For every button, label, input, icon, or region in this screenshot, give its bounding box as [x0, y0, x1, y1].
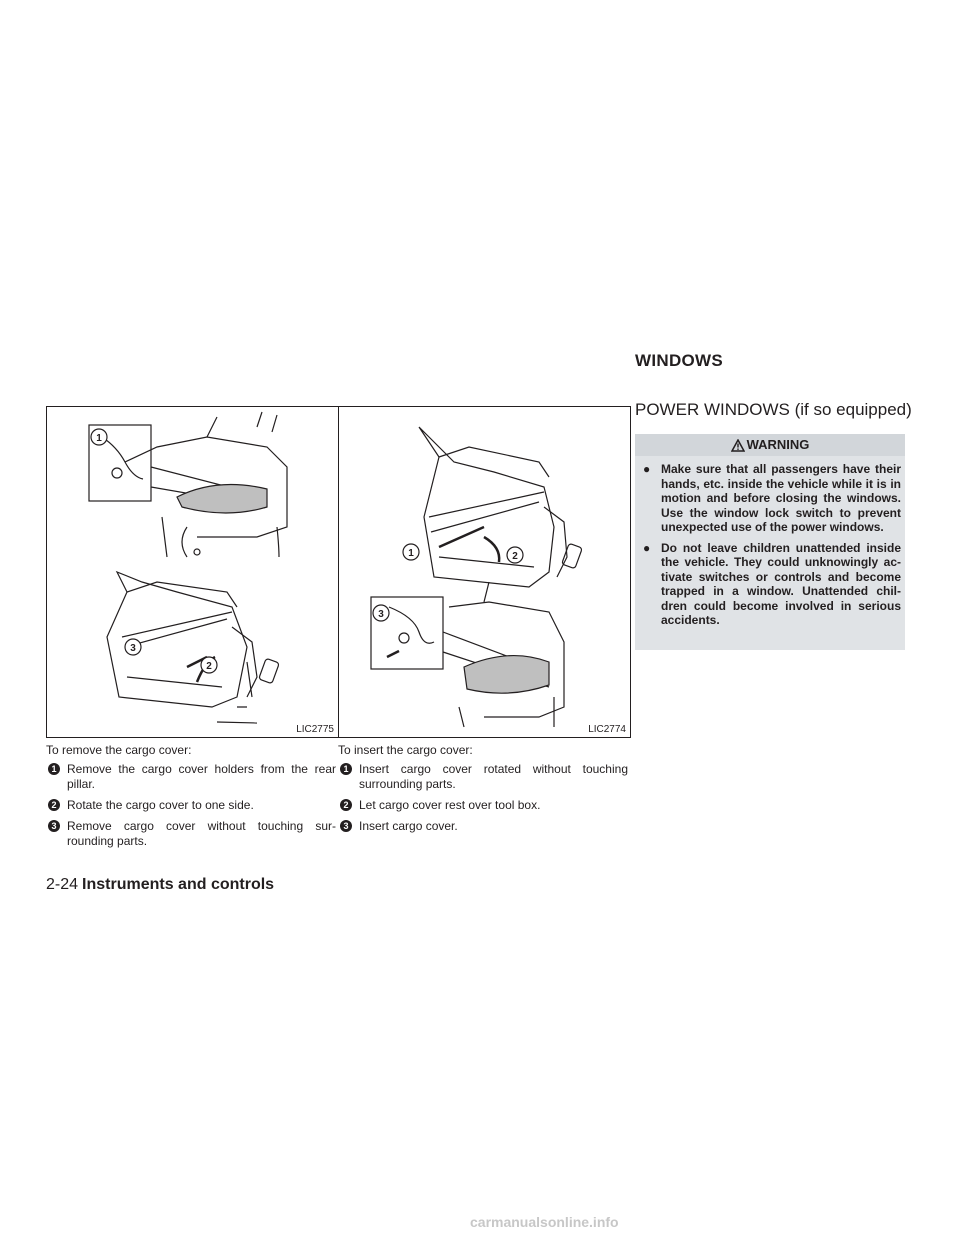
bullet: ●	[643, 540, 651, 555]
remove-instructions	[46, 743, 336, 855]
step-number-badge: 3	[48, 820, 60, 832]
warning-triangle-icon	[731, 437, 745, 459]
step-text: Rotate the cargo cover to one side.	[67, 798, 254, 812]
warning-box	[635, 434, 905, 650]
step-text: Insert cargo cover rotated without touching surrounding parts.	[359, 762, 628, 791]
remove-step	[46, 762, 336, 792]
remove-intro: To remove the cargo cover:	[46, 743, 192, 757]
insert-instructions	[338, 743, 628, 840]
warning-item	[641, 462, 901, 535]
callout-1: 1	[408, 548, 414, 559]
page-footer	[46, 876, 274, 894]
callout-1: 1	[96, 433, 102, 444]
warning-item	[641, 541, 901, 628]
step-number-badge: 3	[340, 820, 352, 832]
insert-intro: To insert the cargo cover:	[338, 743, 473, 757]
cargo-illustration-insert	[339, 407, 630, 737]
step-text: Remove cargo cover without touching sur- rounding parts.	[67, 819, 336, 848]
step-number-badge: 1	[340, 763, 352, 775]
warning-title: WARNING	[746, 437, 810, 452]
footer-section: Instruments and controls	[82, 876, 275, 893]
warning-text: Do not leave children unattended inside the vehicle. They could unknowingly ac- tivate switches or controls and become trapped in a window. Unattended chil- dren could become involved in serious accidents.	[661, 540, 901, 627]
step-text: Remove the cargo cover holders from the rear pillar.	[67, 762, 336, 791]
remove-step	[46, 819, 336, 849]
callout-3: 3	[378, 609, 384, 620]
insert-step	[338, 762, 628, 792]
step-number-badge: 2	[48, 799, 60, 811]
callout-3: 3	[130, 643, 136, 654]
subheading: POWER WINDOWS (if so equipped)	[635, 400, 912, 419]
warning-text: Make sure that all passengers have their hands, etc. inside the vehicle while it is in motion and before closing the windows. Use the window lock switch to prevent unexpected use of the power windows.	[661, 462, 901, 534]
callout-2: 2	[512, 551, 518, 562]
bullet: ●	[643, 462, 651, 476]
insert-step	[338, 819, 628, 834]
insert-step	[338, 798, 628, 813]
watermark: carmanualsonline.info	[470, 1214, 619, 1230]
remove-step	[46, 798, 336, 813]
step-number-badge: 1	[48, 763, 60, 775]
figure-code: LIC2775	[296, 724, 334, 735]
page-number: 2-24	[46, 876, 79, 893]
warning-header	[635, 434, 905, 456]
section-title: WINDOWS	[635, 351, 724, 370]
callout-2: 2	[206, 661, 212, 672]
step-number-badge: 2	[340, 799, 352, 811]
figure-insert-cargo-cover	[338, 406, 631, 738]
figure-remove-cargo-cover	[46, 406, 339, 738]
step-text: Insert cargo cover.	[359, 819, 458, 833]
figure-code: LIC2774	[588, 724, 626, 735]
cargo-illustration-remove	[47, 407, 338, 737]
step-text: Let cargo cover rest over tool box.	[359, 798, 541, 812]
